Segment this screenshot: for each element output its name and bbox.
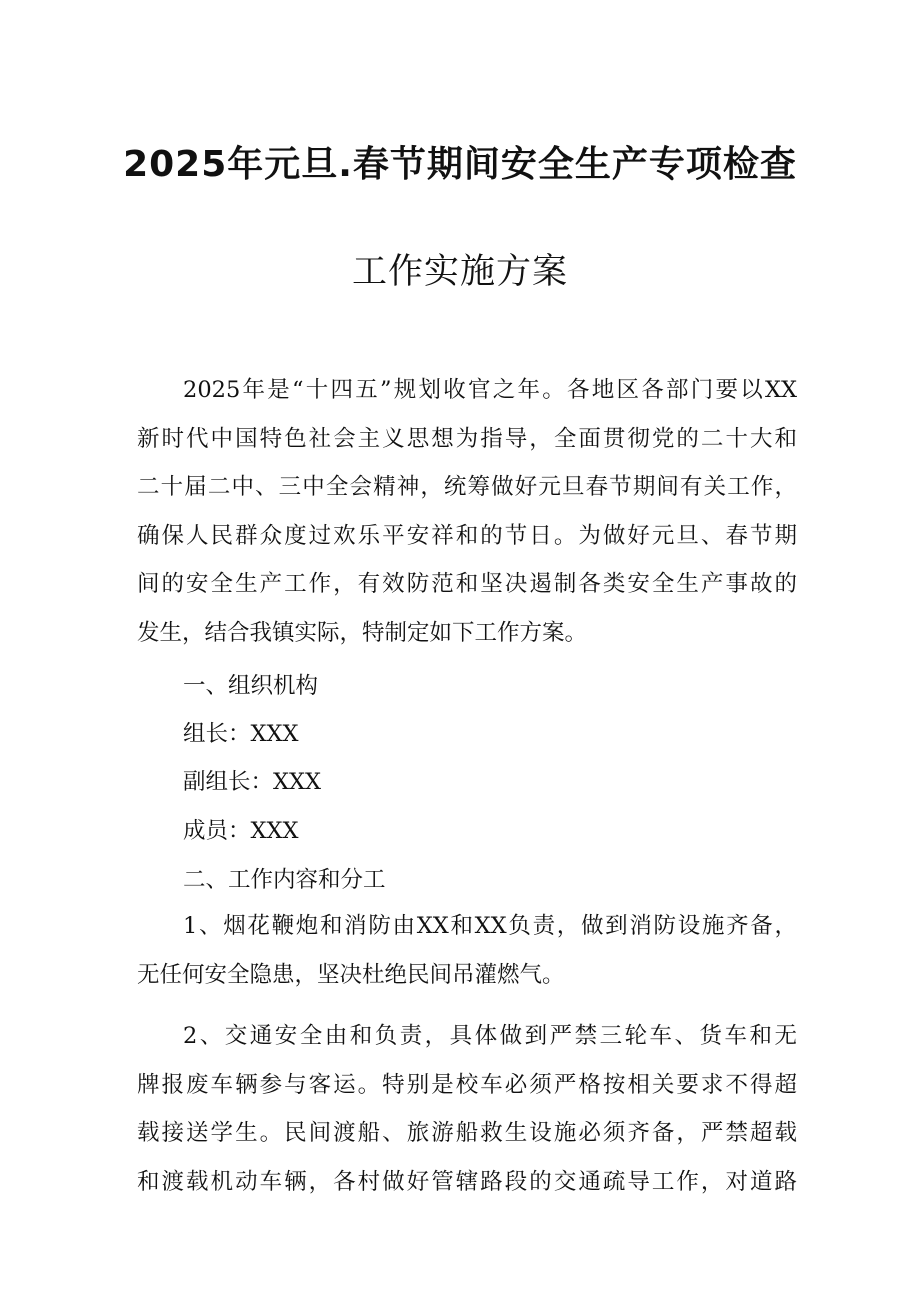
document-title-line1: 2025年元旦.春节期间安全生产专项检查 bbox=[123, 144, 797, 185]
deputy-leader-line: 副组长：XXX bbox=[183, 769, 322, 795]
work-item-line: 牌报废车辆参与客运。特别是校车必须严格按相关要求不得超 bbox=[137, 1071, 797, 1098]
intro-line: 确保人民群众度过欢乐平安祥和的节日。为做好元旦、春节期 bbox=[137, 522, 797, 549]
section-heading-organization: 一、组织机构 bbox=[183, 673, 319, 699]
members-line: 成员：XXX bbox=[183, 818, 299, 844]
intro-line: 间的安全生产工作，有效防范和坚决遏制各类安全生产事故的 bbox=[137, 571, 797, 597]
document-title-line2: 工作实施方案 bbox=[351, 252, 568, 292]
intro-line: 二十届二中、三中全会精神，统筹做好元旦春节期间有关工作， bbox=[137, 474, 797, 500]
work-item-line: 载接送学生。民间渡船、旅游船救生设施必须齐备，严禁超载 bbox=[137, 1120, 797, 1146]
leader-line: 组长：XXX bbox=[183, 721, 299, 747]
work-item-line: 和渡载机动车辆，各村做好管辖路段的交通疏导工作，对道路 bbox=[137, 1168, 797, 1195]
work-item-1 bbox=[137, 902, 797, 999]
section-heading-work-content: 二、工作内容和分工 bbox=[183, 867, 386, 893]
work-item-line: 2、交通安全由和负责，具体做到严禁三轮车、货车和无 bbox=[183, 1023, 797, 1049]
intro-line: 新时代中国特色社会主义思想为指导，全面贯彻党的二十大和 bbox=[137, 425, 797, 452]
work-item-line: 1、烟花鞭炮和消防由XX和XX负责，做到消防设施齐备， bbox=[183, 913, 797, 939]
work-item-2 bbox=[137, 1012, 797, 1206]
work-item-line: 无任何安全隐患，坚决杜绝民间吊灌燃气。 bbox=[137, 961, 565, 988]
intro-line: 2025年是“十四五”规划收官之年。各地区各部门要以XX bbox=[183, 377, 797, 403]
intro-line: 发生，结合我镇实际，特制定如下工作方案。 bbox=[137, 619, 588, 646]
intro-paragraph bbox=[137, 366, 797, 657]
